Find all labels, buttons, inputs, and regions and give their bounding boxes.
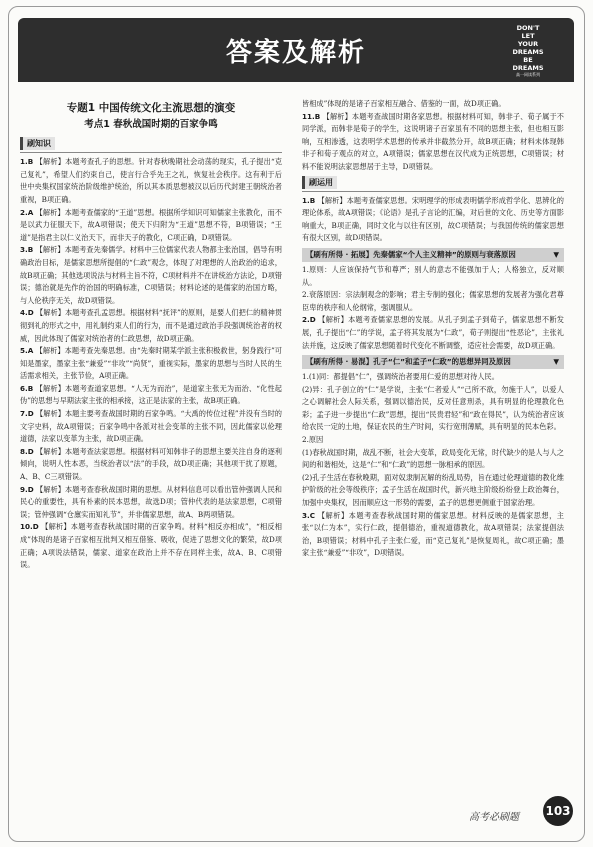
answer-number: 5.A — [20, 346, 34, 356]
answer-text: 【解析】本题考查道家思想。“人无为而治”，是道家主张无为而治、“化性起伪”的思想与早期法家主张的相承接，这正是法家的主张，故B项正确。 — [20, 383, 282, 406]
logo-line: BE — [523, 56, 533, 64]
answer-number: 1.B — [302, 195, 316, 205]
book-title-footer: 高考必刷题 — [469, 812, 519, 823]
answer-item — [302, 195, 564, 245]
answer-text: 【解析】本题考查先秦思想。由“先秦时期某学派主张积极救世，躬身践行”可知是墨家，墨家主张“兼爱”“非攻”“尚贤”，重视实际，墨家的思想与当时人民的生活需求相关，主张节俭，A项正确。 — [20, 346, 282, 381]
answer-text: 【解析】本题考查儒家思想的发展。从孔子到孟子到荀子，儒家思想不断发展，孔子提出“仁”的学说，孟子将其发展为“仁政”，荀子则提出“性恶论”，主张礼法并施，这反映了儒家思想随着时代变化不断调整，适应社会需要，故D项正确。 — [302, 315, 564, 350]
answer-number: 3.B — [20, 245, 34, 255]
tip-box-header — [302, 355, 564, 369]
logo-line: DON'T — [516, 24, 540, 32]
answer-text: 【解析】本题考查春秋战国时期的儒家思想。材料反映的是儒家思想，主张“以仁为本”，实行仁政，提倡德治，重视道德教化，故A项错误；法家提倡法治，B项错误；材料中孔子主张仁爱，而“克己复礼”是恢复周礼，故C项正确；墨家主张“兼爱”“非攻”，D项错误。 — [302, 510, 564, 558]
answer-item — [20, 244, 282, 307]
answer-item — [20, 484, 282, 522]
answer-text: 【解析】本题考查春秋战国时期的思想。从材料信息可以看出管仲强调人民和民心的重要性，具有朴素的民本思想，故选D项；管仲代表的是法家思想，C项错误；管仲强调“仓廪实而知礼节”，并非儒家思想，故A、B两项错误。 — [20, 484, 282, 519]
answer-list — [20, 156, 282, 572]
answer-item — [20, 307, 282, 345]
dreams-logo — [498, 24, 558, 78]
answer-item — [20, 383, 282, 408]
answer-item — [20, 521, 282, 571]
page-number: 103 — [543, 796, 573, 826]
tip-box-title: 【刷有所得 · 拓展】先秦儒家“个人主义精神”的原则与衰落原因 — [306, 249, 516, 259]
answer-item — [20, 408, 282, 446]
topic-title: 专题1 中国传统文化主流思想的演变 — [66, 102, 236, 114]
answer-number: 9.D — [20, 484, 34, 494]
answer-item — [302, 314, 564, 352]
right-column — [302, 92, 564, 560]
tip-box-header — [302, 248, 564, 262]
answer-number: 3.C — [302, 510, 316, 520]
answer-item — [20, 156, 282, 206]
answer-item — [302, 111, 564, 174]
answer-text: 【解析】本题主要考查战国时期的百家争鸣。“大禹的传位过程”并没有当时的文字史料，故A项错误；百家争鸣中各派对社会变革的主张不同，因此儒家以伦理道德，法家以变革为主张，故D项正确。 — [20, 409, 282, 444]
tip-line: 2.衰落原因：宗法制观念的影响；君主专制的强化；儒家思想的发展者为强化君尊臣卑的秩序和人伦纲常，强调服从。 — [302, 290, 564, 312]
tip-line: 2.原因 — [302, 435, 324, 445]
answer-item — [20, 446, 282, 484]
continued-text: 皆相成”体现的是诸子百家相互融合、借鉴的一面，故D项正确。 — [302, 99, 506, 108]
answer-number: 8.D — [20, 446, 34, 456]
tip-line: (2)异：孔子创立的“仁”是学说，主张“仁者爱人”“己所不欲，勿施于人”，以爱人之心调解社会人际关系，强调以德治民，反对任意刑杀，具有明显的伦理教化色彩；孟子进一步提出“仁政”思想，提出“民贵君轻”和“政在得民”，认为统治者应该给农民一定的土地，保证农民的生产时间，实行宽刑薄赋，具有明显的民本色彩。 — [302, 384, 564, 432]
tip-line: 1.(1)同：都提倡“仁”，强调统治者要用仁爱的思想对待人民。 — [302, 372, 499, 382]
logo-caption: 高一同读系列 — [516, 72, 540, 77]
answer-number: 4.D — [20, 308, 34, 318]
logo-line: DREAMS — [512, 64, 544, 72]
answer-number: 2.D — [302, 315, 316, 325]
answer-number: 10.D — [20, 522, 39, 532]
answer-item — [20, 207, 282, 245]
answer-text: 【解析】本题考查先秦儒学。材料中三位儒家代表人物都主张治国，倡导有明确政治目标，是儒家思想所提倡的“仁政”观念，体现了对理想的人治政治的追求，故B项正确；其他选项说法与材料主旨不符，C项材料并不在讲统治方法论，D项错误；德治就是先作的治国的明确标准，C项错误；材料论述的是儒家的治国方略，与人伦秩序无关，故D项错误。 — [20, 245, 282, 305]
triangle-icon: ▼ — [553, 249, 559, 259]
header-banner — [18, 18, 574, 82]
tip-box-title: 【刷有所得 · 易混】孔子“仁”和孟子“仁政”的思想异同及原因 — [306, 357, 511, 367]
tip-line: (1)春秋战国时期，战乱不断，社会大变革，政局变化无常，时代缺少的是人与人之间的和谐相处，这是“仁”和“仁政”的思想一脉相承的原因。 — [302, 447, 564, 470]
answer-text: 【解析】本题考查儒家的“王道”思想。根据所学知识可知儒家主张教化，而不是以武力征服天下，故A项错误；使天下归附为“王道”思想不符，B项错误；“王道”是指君主以仁义治天下，而非天子的教化，C项正确，D项错误。 — [20, 207, 282, 242]
answer-number: 1.B — [20, 157, 34, 167]
banner-title: 答案及解析 — [225, 38, 366, 68]
triangle-icon: ▼ — [553, 357, 559, 367]
answer-text: 【解析】本题考查法家思想。根据材料可知韩非子的思想主要关注自身的逐利倾向，说明人性本恶，当统治者以“法”的手段，故D项正确；其他项干扰了原题，A、B、C三项错误。 — [20, 446, 282, 482]
logo-line: LET — [521, 32, 535, 40]
point-title: 考点1 春秋战国时期的百家争鸣 — [84, 118, 218, 130]
answer-number: 2.A — [20, 207, 34, 217]
answer-item — [302, 510, 564, 560]
answer-number: 11.B — [302, 111, 321, 121]
answer-number: 7.D — [20, 409, 34, 419]
tip-line: 1.原则：人应该保持气节和尊严；别人的意志不能强加于人；人格独立，反对顺从。 — [302, 264, 564, 287]
answer-item — [20, 345, 282, 383]
section-header-practice — [302, 174, 564, 192]
answer-text: 【解析】本题考查春秋战国时期的百家争鸣。材料“相反亦相成”，“相反相成”体现的是诸子百家相互批判又相互借鉴、吸收，促进了思想文化的繁荣，故D项正确；A项说法错误，儒家、道家在政治上并不存在同样主张，故A、B、C项错误。 — [20, 522, 282, 570]
logo-line: DREAMS — [512, 48, 544, 56]
answer-text: 【解析】本题考查孔子的思想。针对春秋晚期社会动荡的现实，孔子提出“克己复礼”，希望人们约束自己，使言行合乎先王之礼，恢复社会秩序。这有利于后世中央集权国家统治阶级维护统治，所以其本质思想被汉以后历代封建王朝统治者重视，B项正确。 — [20, 157, 282, 204]
tip-line: (2)孔子生活在春秋晚期，面对奴隶制瓦解的纷乱局势，旨在通过伦理道德的教化维护阶级的社会等级秩序；孟子生活在战国时代，新兴地主阶级纷纷登上政治舞台，加强中央集权，因而顺应这一形势的需要，孟子的思想更侧重于国家治理。 — [302, 472, 564, 508]
answer-number: 6.B — [20, 383, 34, 393]
left-column — [20, 92, 282, 572]
answer-text: 【解析】本题考查战国时期各家思想。根据材料可知，韩非子、荀子属于不同学派，而韩非是荀子的学生，这说明诸子百家虽有不同的思想主张，但也相互影响，互相渗透，这表明学术思想的传承并非截然分开，故B项正确；材料未体现韩非子和荀子观点的对立，A项错误；儒家思想在汉代成为正统思想，C项错误；材料不能说明法家思想居于主导，D项错误。 — [302, 111, 564, 171]
section-label: 刷运用 — [302, 176, 337, 189]
section-label: 刷知识 — [20, 137, 55, 150]
answer-text: 【解析】本题考查孔孟思想。根据材料“抚评”的原则，是要人们把仁的精神贯彻到礼的形式之中，用礼制约束人们的行为，而不是通过政治手段强调统治者的权威，因此体现了儒家对统治者的仁政思想，故D项正确。 — [20, 308, 282, 343]
answer-text: 【解析】本题考查儒家思想。宋明理学的形成表明儒学形成哲学化、思辨化的理论体系，故A项错误；《论语》是孔子言论的汇编，对后世的文化、历史等方面影响重大，B项正确，同时文化与以往有区别，故C项错误；与我国传统的儒家思想有很大区别，故D项错误。 — [302, 195, 564, 243]
logo-line: YOUR — [517, 40, 539, 48]
section-header-knowledge — [20, 135, 282, 153]
